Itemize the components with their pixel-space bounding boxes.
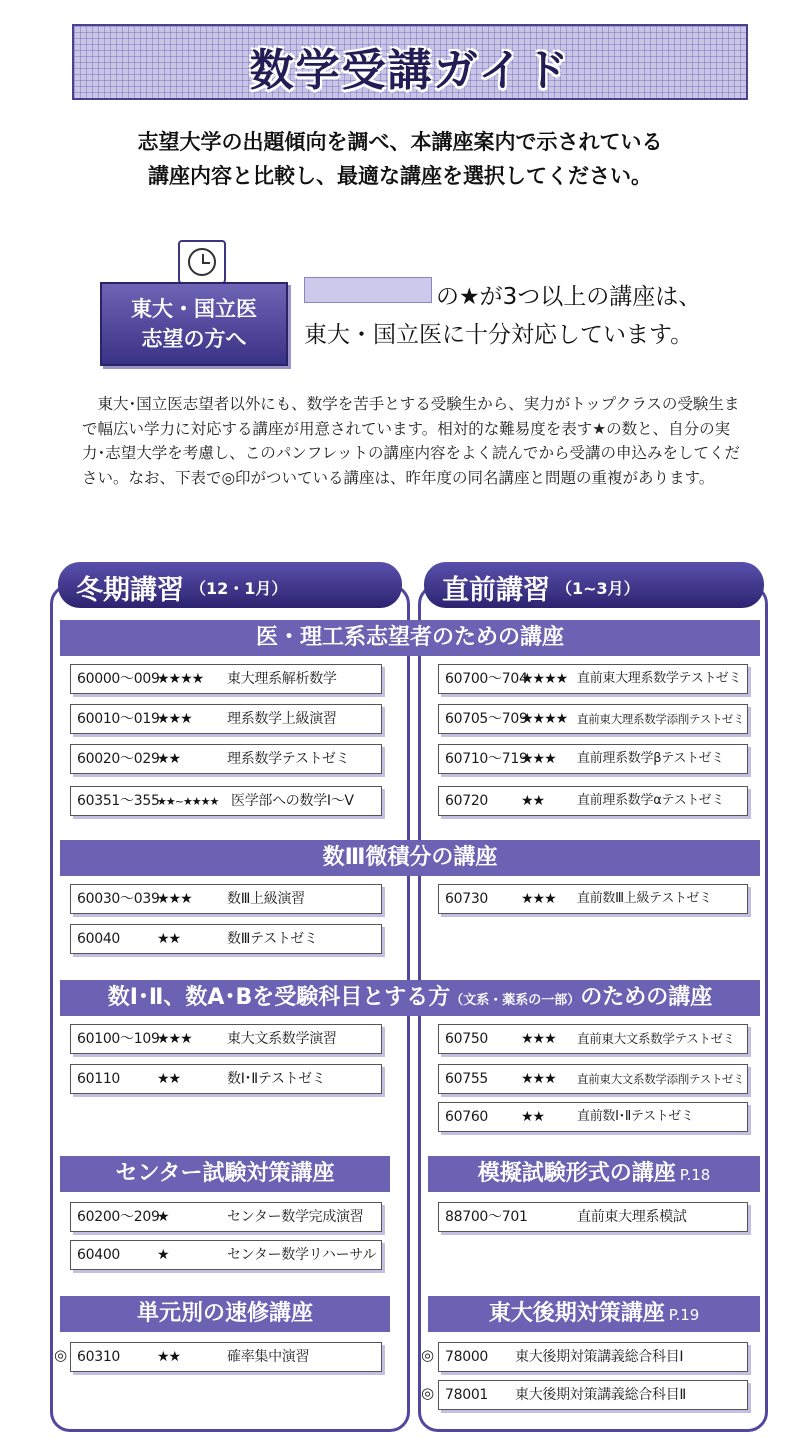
duplicate-mark: ◎ bbox=[421, 1346, 435, 1364]
duplicate-mark: ◎ bbox=[421, 1384, 435, 1402]
course-row bbox=[70, 884, 382, 914]
course-row bbox=[70, 1342, 382, 1372]
course-name: 東大文系数学演習 bbox=[227, 1031, 337, 1047]
course-stars: ★★★ bbox=[521, 1031, 556, 1047]
course-row bbox=[438, 1380, 748, 1410]
section-todai-late-title: 東大後期対策講座 bbox=[488, 1301, 665, 1326]
section-humanities-note: （文系・薬系の一部） bbox=[450, 993, 581, 1008]
course-name: 理系数学テストゼミ bbox=[227, 751, 350, 767]
course-name: 直前東大理系数学テストゼミ bbox=[577, 671, 742, 686]
intro-line-1: 志望大学の出題傾向を調べ、本講座案内で示されている bbox=[137, 130, 663, 154]
course-name: 直前東大文系数学添削テストゼミ bbox=[577, 1072, 745, 1086]
target-badge-line-1: 東大・国立医 bbox=[131, 297, 257, 321]
course-stars: ★★ bbox=[521, 793, 545, 809]
course-code: 60000～009 bbox=[77, 671, 160, 687]
course-stars: ★ bbox=[157, 1247, 169, 1263]
course-code: 60750 bbox=[445, 1031, 489, 1047]
course-name: 東大後期対策講義総合科目Ⅰ bbox=[515, 1349, 684, 1365]
course-name: 直前理系数学βテストゼミ bbox=[577, 751, 724, 766]
course-code: 78001 bbox=[445, 1387, 489, 1403]
course-row bbox=[438, 786, 748, 816]
course-code: 60755 bbox=[445, 1071, 489, 1087]
course-name: 直前数Ⅰ･Ⅱテストゼミ bbox=[577, 1109, 694, 1124]
course-row bbox=[438, 1202, 748, 1232]
course-row bbox=[70, 744, 382, 774]
prefinal-header bbox=[424, 562, 764, 608]
course-code: 60100～109 bbox=[77, 1031, 160, 1047]
course-row bbox=[438, 1064, 748, 1094]
course-row bbox=[70, 1024, 382, 1054]
section-mock bbox=[428, 1156, 760, 1192]
target-badge-line-2: 志望の方へ bbox=[141, 327, 247, 351]
course-name: 直前東大理系模試 bbox=[577, 1209, 687, 1225]
course-code: 60730 bbox=[445, 891, 489, 907]
course-stars: ★★ bbox=[157, 751, 181, 767]
course-code: 60760 bbox=[445, 1109, 489, 1125]
course-name: センター数学完成演習 bbox=[227, 1209, 364, 1225]
course-row bbox=[438, 884, 748, 914]
course-name: 東大理系解析数学 bbox=[227, 671, 337, 687]
course-stars: ★★★ bbox=[521, 891, 556, 907]
course-stars: ★★~★★★★ bbox=[157, 795, 219, 808]
course-stars: ★★ bbox=[157, 1071, 181, 1087]
intro-line-2: 講座内容と比較し、最適な講座を選択してください。 bbox=[148, 164, 652, 188]
course-row bbox=[70, 1064, 382, 1094]
course-row bbox=[438, 1102, 748, 1132]
course-row bbox=[438, 1342, 748, 1372]
course-code: 60400 bbox=[77, 1247, 121, 1263]
highlight-swatch bbox=[304, 277, 432, 303]
course-name: 医学部への数学Ⅰ～Ⅴ bbox=[231, 793, 354, 809]
duplicate-mark: ◎ bbox=[54, 1346, 68, 1364]
section-todai-late bbox=[428, 1296, 760, 1332]
course-code: 60720 bbox=[445, 793, 489, 809]
course-name: センター数学リハーサル bbox=[227, 1247, 377, 1263]
course-row bbox=[70, 1202, 382, 1232]
target-badge bbox=[100, 282, 288, 366]
course-name: 理系数学上級演習 bbox=[227, 711, 337, 727]
course-name: 直前理系数学αテストゼミ bbox=[577, 793, 725, 808]
section-humanities-end: のための講座 bbox=[580, 985, 713, 1010]
course-name: 直前東大文系数学テストゼミ bbox=[577, 1031, 735, 1046]
course-code: 60010～019 bbox=[77, 711, 160, 727]
course-code: 88700～701 bbox=[445, 1209, 528, 1225]
course-name: 東大後期対策講義総合科目Ⅱ bbox=[515, 1387, 686, 1403]
course-name: 数Ⅰ･Ⅱテストゼミ bbox=[227, 1071, 326, 1087]
winter-header bbox=[58, 562, 402, 608]
course-row bbox=[70, 1240, 382, 1270]
section-humanities bbox=[60, 980, 760, 1016]
course-row bbox=[70, 924, 382, 954]
course-stars: ★★ bbox=[521, 1109, 545, 1125]
course-code: 78000 bbox=[445, 1349, 489, 1365]
description: 東大･国立医志望者以外にも、数学を苦手とする受験生から、実力がトップクラスの受験生まで幅広い学力に対応する講座が用意されています。相対的な難易度を表す★の数と、自分の実力･志望大学を考慮し、このパンフレットの講座内容をよく読んでから受講の申込みをしてください。なお、下表で◎印がついている講座は、昨年度の同名講座と問題の重複があります。 bbox=[82, 395, 740, 487]
course-stars: ★★★ bbox=[521, 1071, 556, 1087]
prefinal-title: 直前講習 bbox=[442, 575, 550, 606]
section-todai-late-page: P.19 bbox=[668, 1306, 700, 1324]
course-row bbox=[70, 786, 382, 816]
course-code: 60110 bbox=[77, 1071, 121, 1087]
course-code: 60030～039 bbox=[77, 891, 160, 907]
course-name: 数Ⅲ上級演習 bbox=[227, 891, 305, 907]
course-stars: ★★★ bbox=[157, 1031, 192, 1047]
title-banner bbox=[72, 24, 748, 100]
course-name: 確率集中演習 bbox=[227, 1349, 310, 1365]
target-callout-line-1: の★が3つ以上の講座は、 bbox=[436, 284, 702, 310]
course-stars: ★ bbox=[157, 1209, 169, 1225]
course-code: 60351～355 bbox=[77, 793, 160, 809]
course-code: 60200～209 bbox=[77, 1209, 160, 1225]
section-unit: 単元別の速修講座 bbox=[60, 1296, 390, 1332]
winter-period: （12・1月） bbox=[190, 579, 288, 598]
course-row bbox=[438, 1024, 748, 1054]
course-stars: ★★ bbox=[157, 1349, 181, 1365]
course-row bbox=[438, 744, 748, 774]
course-code: 60040 bbox=[77, 931, 121, 947]
course-stars: ★★★★ bbox=[521, 671, 568, 687]
course-stars: ★★★ bbox=[157, 711, 192, 727]
section-medical: 医・理工系志望者のための講座 bbox=[60, 620, 760, 656]
course-code: 60700～704 bbox=[445, 671, 528, 687]
course-name: 直前数Ⅲ上級テストゼミ bbox=[577, 891, 712, 906]
section-mock-title: 模擬試験形式の講座 bbox=[477, 1161, 676, 1186]
section-mock-page: P.18 bbox=[679, 1166, 711, 1184]
section-center: センター試験対策講座 bbox=[60, 1156, 390, 1192]
course-name: 直前東大理系数学添削テストゼミ bbox=[577, 712, 745, 726]
winter-title: 冬期講習 bbox=[76, 575, 184, 606]
prefinal-period: （1~3月） bbox=[556, 579, 640, 598]
course-row bbox=[438, 704, 748, 734]
page-title: 数学受講ガイド bbox=[249, 45, 571, 96]
course-code: 60310 bbox=[77, 1349, 121, 1365]
course-row bbox=[438, 664, 748, 694]
section-calc3: 数Ⅲ微積分の講座 bbox=[60, 840, 760, 876]
course-stars: ★★★★ bbox=[157, 671, 204, 687]
section-humanities-main: 数Ⅰ･Ⅱ、数A･Bを受験科目とする方 bbox=[107, 985, 451, 1010]
course-stars: ★★★★ bbox=[521, 711, 568, 727]
course-stars: ★★★ bbox=[157, 891, 192, 907]
course-name: 数Ⅲテストゼミ bbox=[227, 931, 318, 947]
course-row bbox=[70, 704, 382, 734]
clock-icon bbox=[178, 240, 226, 284]
course-code: 60705～709 bbox=[445, 711, 528, 727]
course-stars: ★★★ bbox=[521, 751, 556, 767]
course-code: 60710～719 bbox=[445, 751, 528, 767]
course-code: 60020～029 bbox=[77, 751, 160, 767]
course-row bbox=[70, 664, 382, 694]
course-stars: ★★ bbox=[157, 931, 181, 947]
target-callout-line-2: 東大・国立医に十分対応しています。 bbox=[304, 322, 694, 348]
